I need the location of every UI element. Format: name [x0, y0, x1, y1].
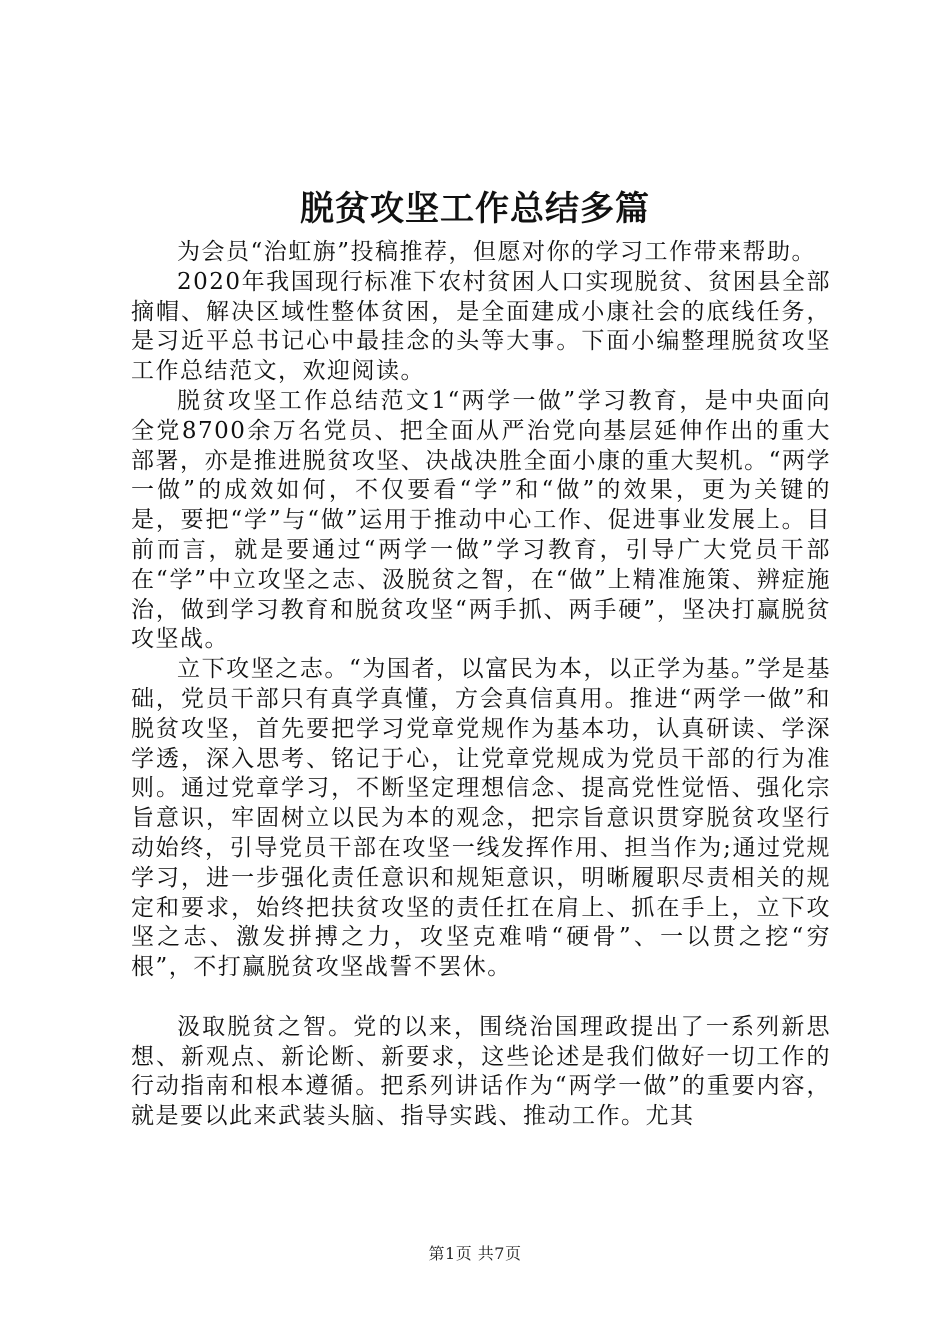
- paragraph-resolve: 立下攻坚之志。“为国者，以富民为本，以正学为基。”学是基础，党员干部只有真学真懂，方会真信真用。推进“两学一做”和脱贫攻坚，首先要把学习党章党规作为基本功，认真研读、学深学透，深入思考、铭记于心，让党章党规成为党员干部的行为准则。通过党章学习，不断坚定理想信念、提高党性觉悟、强化宗旨意识，牢固树立以民为本的观念，把宗旨意识贯穿脱贫攻坚行动始终，引导党员干部在攻坚一线发挥作用、担当作为;通过党规学习，进一步强化责任意识和规矩意识，明晰履职尽责相关的规定和要求，始终把扶贫攻坚的责任扛在肩上、抓在手上，立下攻坚之志、激发拼搏之力，攻坚克难啃“硬骨”、一以贯之挖“穷根”，不打赢脱贫攻坚战誓不罢休。: [131, 656, 831, 981]
- document-body: [131, 238, 831, 1132]
- page-number-footer: 第1页 共7页: [428, 1244, 522, 1263]
- paragraph-summary: 2020年我国现行标准下农村贫困人口实现脱贫、贫困县全部摘帽、解决区域性整体贫困，是全面建成小康社会的底线任务，是习近平总书记心中最挂念的头等大事。下面小编整理脱贫攻坚工作总结范文，欢迎阅读。: [131, 268, 831, 385]
- paragraph-intro: 为会员“治虹旃”投稿推荐，但愿对你的学习工作带来帮助。: [177, 239, 817, 265]
- paragraph-sample-1: 脱贫攻坚工作总结范文1“两学一做”学习教育，是中央面向全党8700余万名党员、把全面从严治党向基层延伸作出的重大部署，亦是推进脱贫攻坚、决战决胜全面小康的重大契机。“两学一做”的成效如何，不仅要看“学”和“做”的效果，更为关键的是，要把“学”与“做”运用于推动中心工作、促进事业发展上。目前而言，就是要通过“两学一做”学习教育，引导广大党员干部在“学”中立攻坚之志、汲脱贫之智，在“做”上精准施策、辨症施治，做到学习教育和脱贫攻坚“两手抓、两手硬”，坚决打赢脱贫攻坚战。: [131, 387, 831, 653]
- paragraph-wisdom: 汲取脱贫之智。党的以来，围绕治国理政提出了一系列新思想、新观点、新论断、新要求，这些论述是我们做好一切工作的行动指南和根本遵循。把系列讲话作为“两学一做”的重要内容，就是要以此来武装头脑、指导实践、推动工作。尤其: [131, 1013, 831, 1130]
- document-title: 脱贫攻坚工作总结多篇: [300, 189, 650, 229]
